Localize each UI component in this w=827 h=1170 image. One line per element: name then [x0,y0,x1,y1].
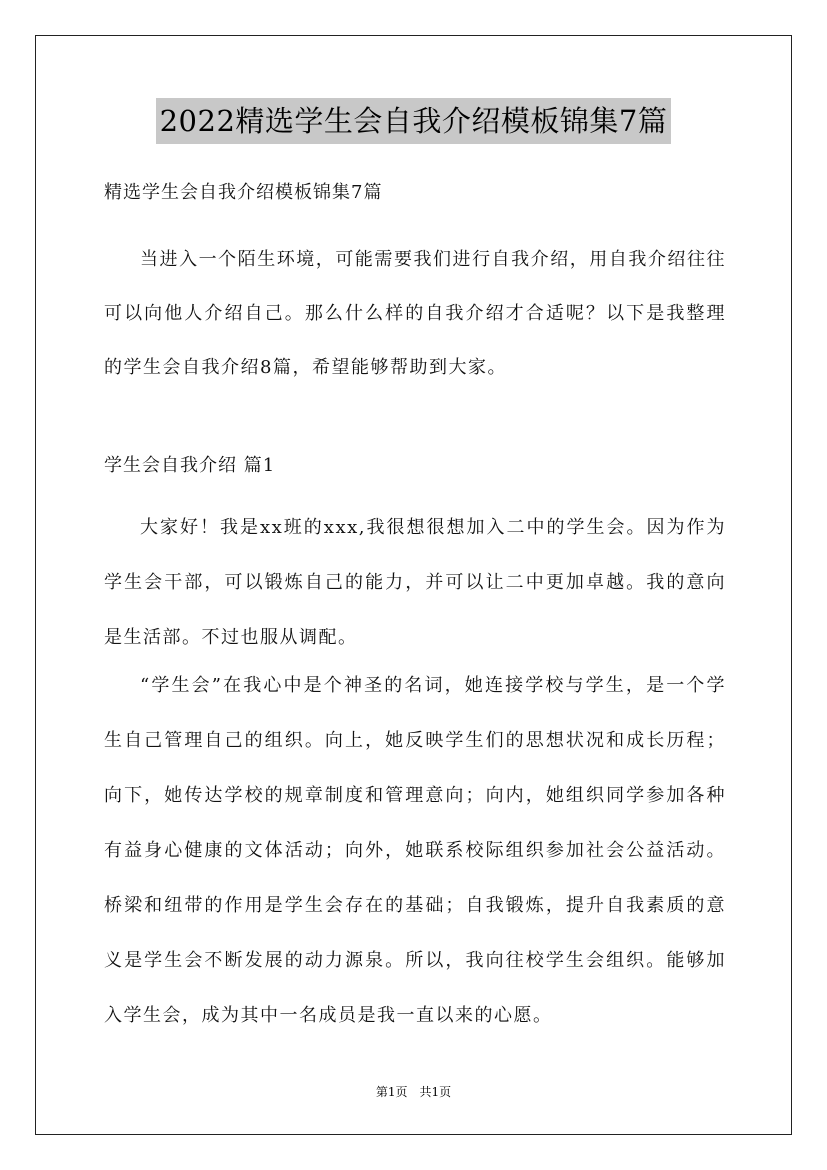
title-container [0,98,827,144]
document-subtitle: 精选学生会自我介绍模板锦集7篇 [104,182,383,203]
body-paragraph-1: 大家好！我是xx班的xxx,我很想很想加入二中的学生会。因为作为学生会干部，可以锻炼自己的能力，并可以让二中更加卓越。我的意向是生活部。不过也服从调配。 [104,517,726,648]
body-paragraph-2: “学生会”在我心中是个神圣的名词，她连接学校与学生，是一个学生自己管理自己的组织。向上，她反映学生们的思想状况和成长历程；向下，她传达学校的规章制度和管理意向；向内，她组织同学参加各种有益身心健康的文体活动；向外，她联系校际组织参加社会公益活动。桥梁和纽带的作用是学生会存在的基础；自我锻炼，提升自我素质的意义是学生会不断发展的动力源泉。所以，我向往校学生会组织。能够加入学生会，成为其中一名成员是我一直以来的心愿。 [104,675,726,1026]
section-heading: 学生会自我介绍 篇1 [104,455,276,476]
document-title: 2022精选学生会自我介绍模板锦集7篇 [156,98,672,144]
intro-paragraph: 当进入一个陌生环境，可能需要我们进行自我介绍，用自我介绍往往可以向他人介绍自己。那么什么样的自我介绍才合适呢？以下是我整理的学生会自我介绍8篇，希望能够帮助到大家。 [104,249,726,378]
page-footer: 第1页 共1页 [375,1085,452,1099]
